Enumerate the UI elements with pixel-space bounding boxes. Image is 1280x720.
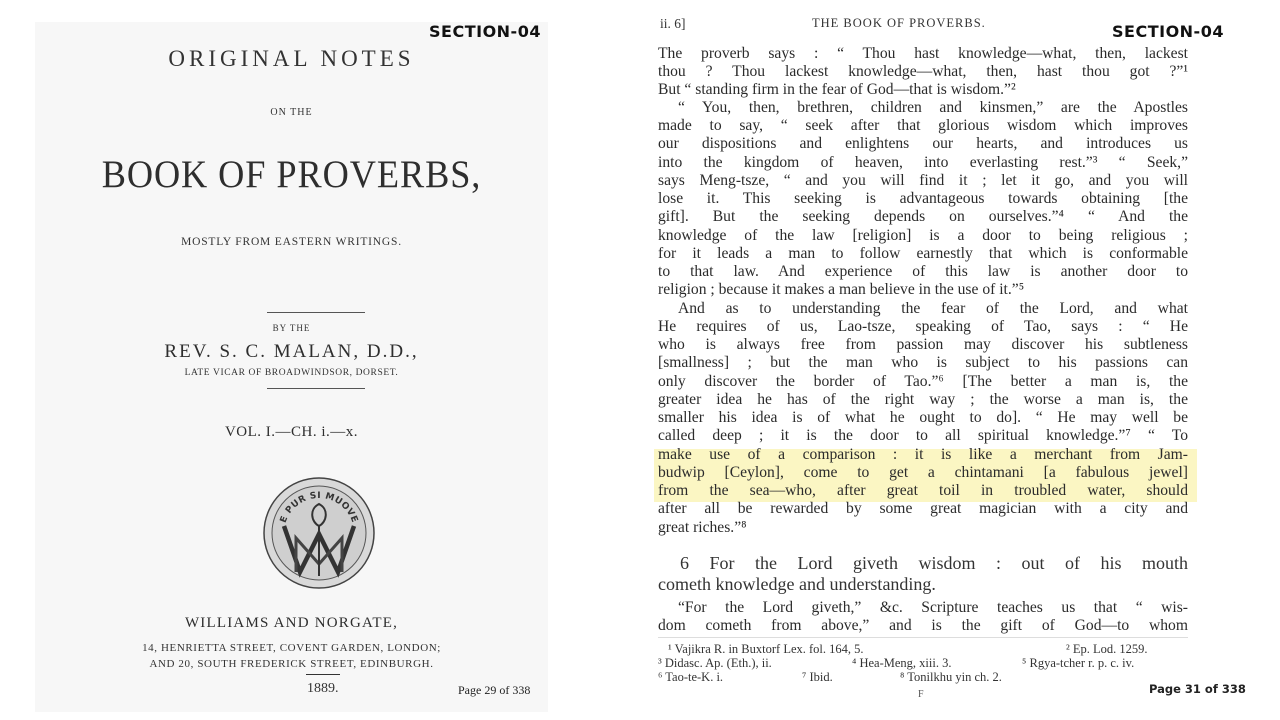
text-line: gift]. But the seeking depends on ourselves.”⁴ “ And the: [658, 208, 1188, 225]
section-tag: SECTION-04: [429, 22, 541, 41]
footnote: ⁷ Ibid.: [802, 670, 833, 684]
text-line: called deep ; it is the door to all spiritual knowledge.”⁷ “ To: [658, 427, 1188, 444]
footnote: ⁵ Rgya-tcher r. p. c. iv.: [1022, 656, 1135, 670]
verse-line-1: 6 For the Lord giveth wisdom : out of his mouth: [680, 553, 1188, 573]
volume-line: VOL. I.—CH. i.—x.: [224, 424, 359, 440]
book-title: BOOK OF PROVERBS,: [101, 153, 482, 196]
text-line: our dispositions and enlightens our hearts, and introduces us: [658, 135, 1188, 152]
text-line: greater idea he has of the right way ; the worse a man is, the: [658, 391, 1188, 408]
publisher-seal-icon: [262, 476, 376, 590]
text-line: He requires of us, Lao-tsze, speaking of Tao, says : “ He: [658, 318, 1188, 335]
author-title: LATE VICAR OF BROADWINDSOR, DORSET.: [184, 368, 399, 378]
text-line: only discover the border of Tao.”⁶ [The better a man is, the: [658, 373, 1188, 390]
footnote: ⁸ Tonilkhu yin ch. 2.: [900, 670, 1002, 684]
publication-year: 1889.: [307, 681, 339, 696]
commentary-line: dom cometh from above,” and is the gift of God—to whom: [658, 617, 1188, 634]
divider: [267, 312, 365, 313]
text-line: thou ? Thou lackest knowledge—what, then, hast thou got ?”¹: [658, 63, 1188, 80]
text-line: But “ standing firm in the fear of God—that is wisdom.”²: [658, 81, 1016, 98]
text-line: to that law. And experience of this law is another door to: [658, 263, 1188, 280]
page-number: Page 31 of 338: [1149, 682, 1246, 696]
footnote: ⁶ Tao-te-K. i.: [658, 670, 724, 684]
footnote: ⁴ Hea-Meng, xiii. 3.: [852, 656, 952, 670]
highlighted-text-line: make use of a comparison : it is like a merchant from Jam-: [658, 446, 1188, 463]
commentary-line: “For the Lord giveth,” &c. Scripture teaches us that “ wis-: [678, 599, 1188, 616]
text-line: who is always free from passion may discover his subtleness: [658, 336, 1188, 353]
author-name: REV. S. C. MALAN, D.D.,: [164, 341, 419, 362]
text-line: after all be rewarded by some great magician with a city and: [658, 500, 1188, 517]
on-the-text: ON THE: [270, 107, 313, 118]
text-line: knowledge of the law [religion] is a door to being religious ;: [658, 227, 1188, 244]
by-the-text: BY THE: [272, 323, 311, 333]
text-line: into the kingdom of heaven, into everlasting rest.”³ “ Seek,”: [658, 154, 1188, 171]
text-line: smaller his idea is of what he ought to do]. “ He may well be: [658, 409, 1188, 426]
text-line: religion ; because it makes a man believe in the use of it.”⁵: [658, 281, 1025, 298]
divider: [306, 674, 340, 675]
text-line: made to say, “ seek after that glorious wisdom which improves: [658, 117, 1188, 134]
footnote-rule: [658, 637, 1188, 638]
signature-mark: F: [918, 689, 924, 700]
footnote: ² Ep. Lod. 1259.: [1066, 642, 1148, 656]
text-line: says Meng-tsze, “ and you will find it ; let it go, and you will: [658, 172, 1188, 189]
text-line: “ You, then, brethren, children and kinsmen,” are the Apostles: [678, 99, 1188, 116]
text-line: for it leads a man to follow earnestly that which is conformable: [658, 245, 1188, 262]
highlighted-text-line: from the sea—who, after great toil in troubled water, should: [658, 482, 1188, 499]
footnote: ¹ Vajikra R. in Buxtorf Lex. fol. 164, 5.: [668, 642, 864, 656]
publisher-address-1: 14, HENRIETTA STREET, COVENT GARDEN, LONDON;: [142, 642, 441, 654]
page-number: Page 29 of 338: [458, 683, 531, 697]
text-line: lose it. This seeking is advantageous towards obtaining [the: [658, 190, 1188, 207]
title-line-1: ORIGINAL NOTES: [168, 46, 415, 71]
verse-line-2: cometh knowledge and understanding.: [658, 574, 936, 594]
publisher-address-2: AND 20, SOUTH FREDERICK STREET, EDINBURGH.: [149, 658, 434, 670]
section-tag: SECTION-04: [1112, 22, 1224, 41]
text-line: The proverb says : “ Thou hast knowledge—what, then, lackest: [658, 45, 1188, 62]
divider: [267, 388, 365, 389]
subtitle: MOSTLY FROM EASTERN WRITINGS.: [181, 236, 402, 248]
highlighted-text-line: budwip [Ceylon], come to get a chintamani [a fabulous jewel]: [658, 464, 1188, 481]
running-head-chapter: ii. 6]: [660, 16, 686, 31]
running-head-title: THE BOOK OF PROVERBS.: [812, 16, 986, 30]
text-line: great riches.”⁸: [658, 519, 747, 536]
footnote: ³ Didasc. Ap. (Eth.), ii.: [658, 656, 772, 670]
left-page: [35, 22, 548, 712]
text-line: And as to understanding the fear of the Lord, and what: [678, 300, 1188, 317]
text-line: [smallness] ; but the man who is subject to his passions can: [658, 354, 1188, 371]
seal-motto: E PUR SI MUOVE: [278, 490, 360, 525]
publisher-name: WILLIAMS AND NORGATE,: [184, 615, 399, 631]
